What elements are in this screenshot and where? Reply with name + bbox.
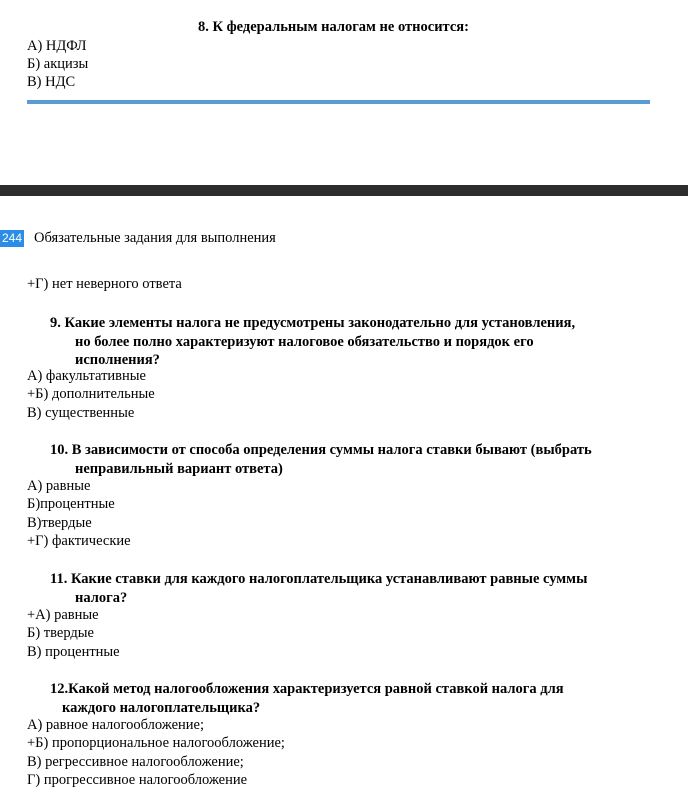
question-9-title bbox=[50, 314, 660, 370]
page-separator bbox=[0, 185, 688, 196]
question-12-option-c: В) регрессивное налогообложение; bbox=[27, 754, 244, 770]
question-10-option-c: В)твердые bbox=[27, 515, 92, 531]
question-10-option-a: А) равные bbox=[27, 478, 91, 494]
question-12-option-a: А) равное налогообложение; bbox=[27, 717, 204, 733]
question-8-option-b: Б) акцизы bbox=[27, 56, 89, 72]
question-11-title-line-1: 11. Какие ставки для каждого налогоплательщика устанавливают равные суммы bbox=[50, 571, 588, 587]
question-8-option-c: В) НДС bbox=[27, 74, 76, 90]
question-8-option-d: +Г) нет неверного ответа bbox=[27, 276, 182, 292]
question-11-option-b: Б) твердые bbox=[27, 625, 94, 641]
question-12-option-d: Г) прогрессивное налогообложение bbox=[27, 772, 248, 788]
question-10-option-b: Б)процентные bbox=[27, 496, 115, 512]
question-8-title: 8. К федеральным налогам не относится: bbox=[198, 19, 469, 35]
question-12-title-line-2: каждого налогоплательщика? bbox=[62, 699, 261, 716]
question-12-option-b: +Б) пропорциональное налогообложение; bbox=[27, 735, 285, 751]
question-8-option-a: А) НДФЛ bbox=[27, 38, 87, 54]
question-12-title-line-1: 12.Какой метод налогообложения характеризуется равной ставкой налога для bbox=[50, 681, 564, 697]
question-12-title bbox=[50, 680, 660, 717]
question-10-title-line-2: неправильный вариант ответа) bbox=[75, 460, 283, 477]
question-9-title-line-2: но более полно характеризуют налоговое обязательство и порядок его bbox=[75, 333, 534, 350]
question-10-title bbox=[50, 441, 670, 478]
question-11-title-line-2: налога? bbox=[75, 589, 128, 606]
blue-rule bbox=[27, 100, 650, 104]
question-9-option-b: +Б) дополнительные bbox=[27, 386, 155, 402]
question-11-option-a: +А) равные bbox=[27, 607, 99, 623]
question-11-title bbox=[50, 570, 660, 607]
page-header-text: Обязательные задания для выполнения bbox=[34, 230, 276, 246]
question-10-option-d: +Г) фактические bbox=[27, 533, 131, 549]
question-10-title-line-1: 10. В зависимости от способа определения суммы налога ставки бывают (выбрать bbox=[50, 442, 592, 458]
question-9-option-c: В) существенные bbox=[27, 405, 135, 421]
question-9-title-line-1: 9. Какие элементы налога не предусмотрены законодательно для установления, bbox=[50, 315, 576, 331]
question-9-title-line-3: исполнения? bbox=[75, 352, 160, 368]
page-number-badge: 244 bbox=[1, 231, 22, 245]
question-9-option-a: А) факультативные bbox=[27, 368, 146, 384]
question-11-option-c: В) процентные bbox=[27, 644, 120, 660]
